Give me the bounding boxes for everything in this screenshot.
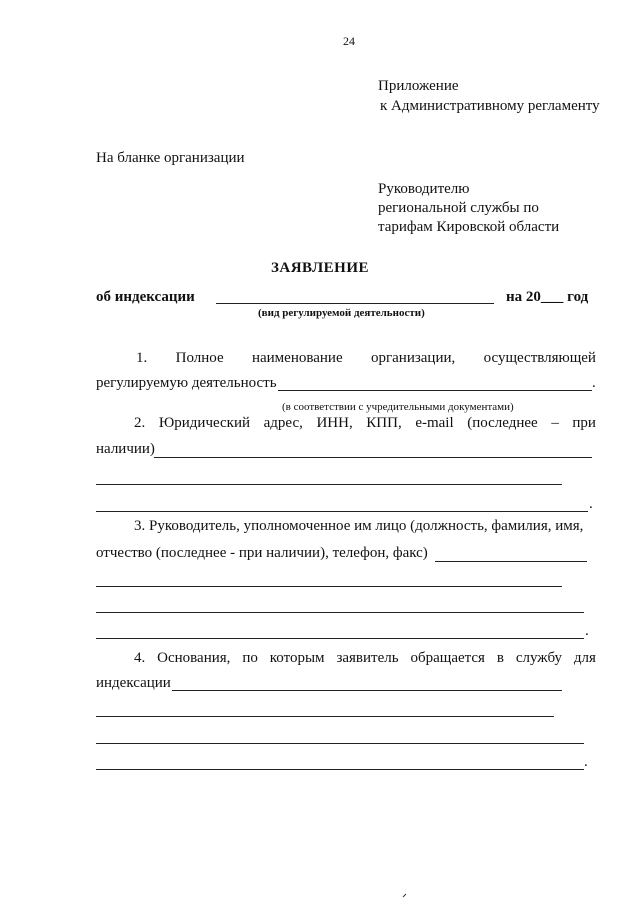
item-4-word: в: [496, 650, 504, 666]
item-1-word: 1.: [136, 350, 148, 366]
item-3-label: отчество (последнее - при наличии), телефон, факс): [96, 545, 428, 561]
item-1-label: регулируемую деятельность: [96, 375, 277, 391]
item-4-word: 4.: [134, 650, 146, 666]
item-4-word: службу: [515, 650, 563, 666]
recipient-line-3: тарифам Кировской области: [378, 219, 560, 235]
item-2-word: адрес,: [263, 415, 303, 431]
appendix-note: [378, 76, 600, 116]
item-4-word: которым: [269, 650, 325, 666]
item-1-end-mark: .: [592, 375, 596, 391]
manager-blank-3[interactable]: [96, 612, 584, 613]
grounds-blank-3[interactable]: [96, 743, 584, 744]
item-2-line-1: [134, 415, 596, 432]
manager-blank-2[interactable]: [96, 586, 562, 587]
appendix-line-2: к Административному регламенту: [380, 98, 600, 114]
item-3-end-mark: .: [585, 623, 589, 639]
page-number: 24: [343, 34, 355, 48]
grounds-blank[interactable]: [172, 690, 562, 691]
item-1-word: организации,: [370, 350, 456, 366]
scan-speck-icon: [402, 893, 408, 899]
recipient-line-1: Руководителю: [378, 181, 470, 197]
item-4-line-1: [134, 650, 596, 667]
item-2-word: e-mail: [415, 415, 454, 431]
item-2-word: при: [572, 415, 596, 431]
item-2-word: ИНН,: [316, 415, 353, 431]
item-2-label: наличии): [96, 441, 155, 457]
item-1-word: осуществляющей: [483, 350, 596, 366]
recipient-block: [378, 180, 559, 237]
item-2-word: (последнее: [467, 415, 538, 431]
item-2-word: Юридический: [158, 415, 251, 431]
item-1-hint: (в соответствии с учредительными документами): [282, 401, 514, 413]
legal-address-blank[interactable]: [154, 457, 592, 458]
recipient-line-2: региональной службы по: [378, 200, 539, 216]
manager-blank-4[interactable]: [96, 638, 584, 639]
legal-address-blank-3[interactable]: [96, 511, 588, 512]
item-2-word: КПП,: [366, 415, 402, 431]
item-4-label: индексации: [96, 675, 171, 691]
item-4-end-mark: .: [584, 754, 588, 770]
item-4-word: обращается: [410, 650, 485, 666]
item-1-word: наименование: [251, 350, 343, 366]
item-4-word: Основания,: [157, 650, 231, 666]
year-label: на 20___ год: [506, 289, 589, 305]
subtitle-prefix: об индексации: [96, 289, 195, 305]
appendix-line-1: Приложение: [378, 78, 459, 94]
item-1-word: Полное: [175, 350, 224, 366]
manager-blank[interactable]: [435, 561, 587, 562]
document-title: ЗАЯВЛЕНИЕ: [270, 260, 370, 276]
grounds-blank-4[interactable]: [96, 769, 584, 770]
item-2-word: 2.: [134, 415, 146, 431]
item-1-line-1: [136, 350, 596, 367]
item-4-word: заявитель: [336, 650, 399, 666]
item-4-word: для: [573, 650, 596, 666]
activity-type-blank[interactable]: [216, 303, 494, 304]
item-3-line-1: 3. Руководитель, уполномоченное им лицо (должность, фамилия, имя,: [134, 518, 584, 534]
item-4-word: по: [242, 650, 258, 666]
org-name-blank[interactable]: [278, 390, 592, 391]
activity-type-hint: (вид регулируемой деятельности): [258, 307, 425, 319]
legal-address-blank-2[interactable]: [96, 484, 562, 485]
grounds-blank-2[interactable]: [96, 716, 554, 717]
blank-note: На бланке организации: [96, 150, 245, 166]
item-2-word: –: [551, 415, 559, 431]
item-2-end-mark: .: [589, 496, 593, 512]
